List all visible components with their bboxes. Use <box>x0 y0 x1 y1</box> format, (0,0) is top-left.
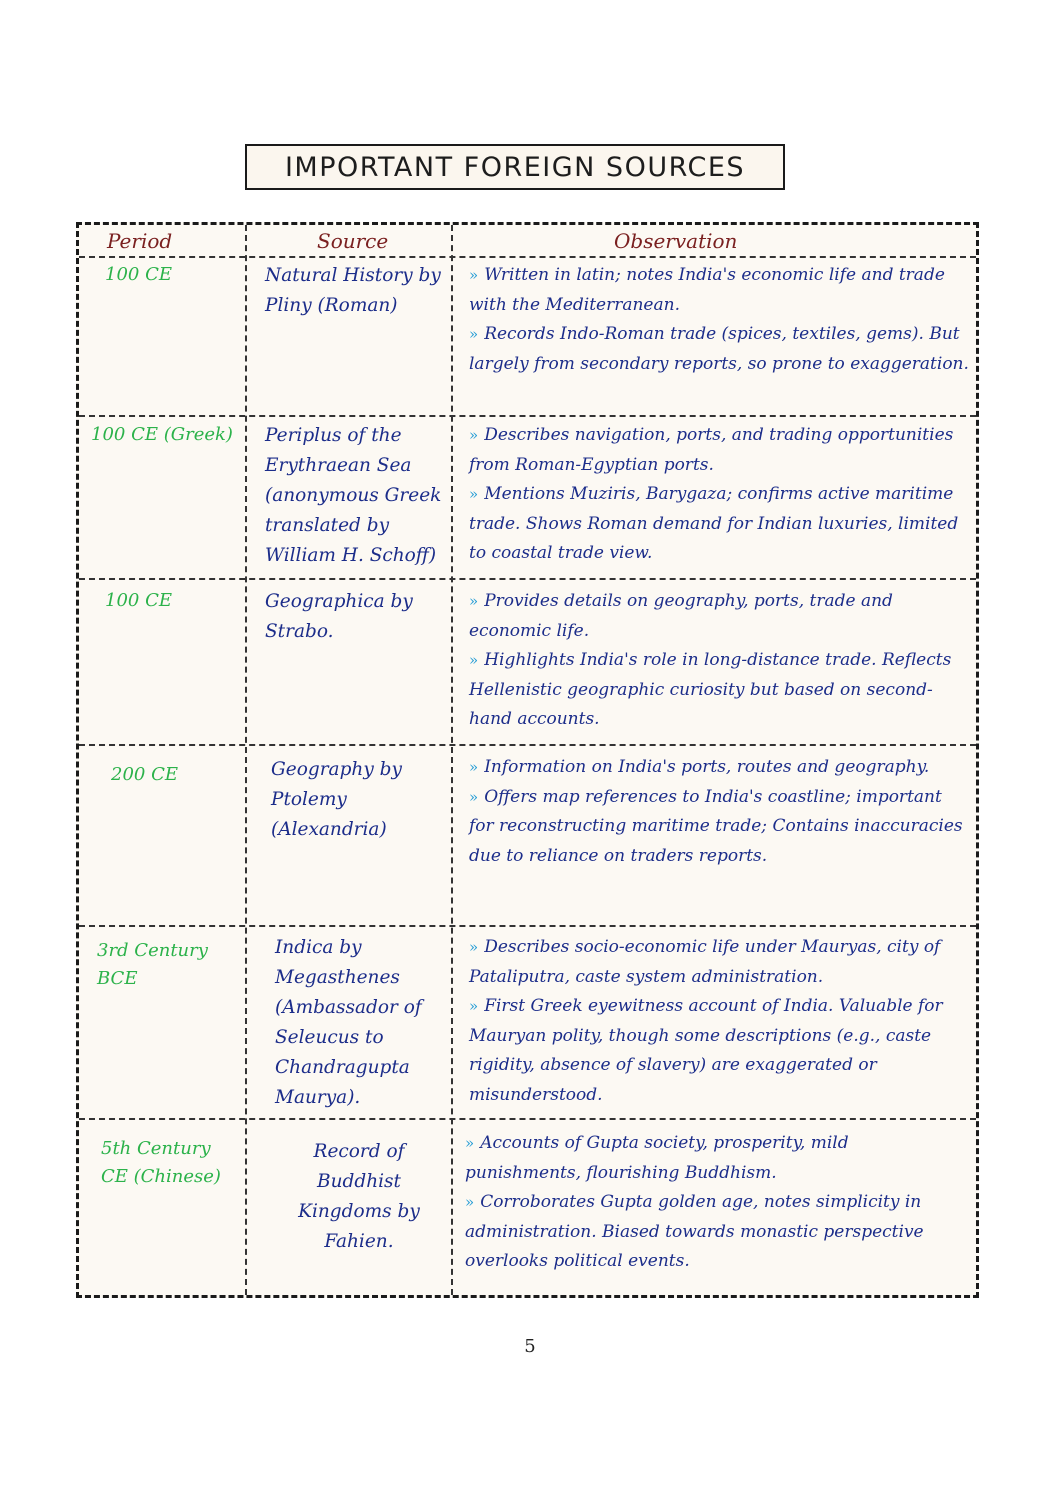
row-1-observation <box>469 261 969 379</box>
page-number: 5 <box>524 1336 536 1357</box>
observation-item: » Describes socio-economic life under Mauryas, city of Pataliputra, caste system administration. <box>469 937 941 987</box>
row-2-observation <box>469 421 969 569</box>
row-6-period: 5th Century CE (Chinese) <box>101 1138 221 1187</box>
row-2-source: Periplus of the Erythraean Sea (anonymous Greek translated by William H. Schoff) <box>265 425 442 566</box>
double-chevron-icon: » <box>469 997 479 1015</box>
double-chevron-icon: » <box>465 1193 475 1211</box>
double-chevron-icon: » <box>469 426 479 444</box>
row-3-period: 100 CE <box>105 590 172 611</box>
row-5-period: 3rd Century BCE <box>97 940 208 989</box>
double-chevron-icon: » <box>469 325 479 343</box>
observation-item: » Provides details on geography, ports, trade and economic life. <box>469 591 893 641</box>
double-chevron-icon: » <box>469 592 479 610</box>
column-divider <box>451 225 453 1295</box>
header-period: Period <box>107 229 173 253</box>
observation-item: » Corroborates Gupta golden age, notes simplicity in administration. Biased towards monastic perspective overlooks political events. <box>465 1192 924 1271</box>
row-divider <box>79 1118 976 1120</box>
observation-item: » Written in latin; notes India's economic life and trade with the Mediterranean. <box>469 265 945 315</box>
row-5-observation <box>469 933 969 1110</box>
row-6-observation <box>465 1129 969 1277</box>
double-chevron-icon: » <box>469 758 479 776</box>
row-4-observation <box>469 753 969 871</box>
observation-item: » Mentions Muziris, Barygaza; confirms active maritime trade. Shows Roman demand for Indian luxuries, limited to coastal trade view. <box>469 484 959 563</box>
row-2-period: 100 CE (Greek) <box>91 424 233 445</box>
row-divider <box>79 256 976 258</box>
double-chevron-icon: » <box>469 485 479 503</box>
row-divider <box>79 744 976 746</box>
column-divider <box>245 225 247 1295</box>
row-1-source: Natural History by Pliny (Roman) <box>265 265 441 316</box>
row-divider <box>79 415 976 417</box>
row-1-period: 100 CE <box>105 264 172 285</box>
observation-item: » Offers map references to India's coastline; important for reconstructing maritime trade; Contains inaccuracies due to reliance on traders reports. <box>469 786 963 866</box>
observation-item: » Describes navigation, ports, and trading opportunities from Roman-Egyptian ports. <box>469 425 954 475</box>
row-5-source: Indica by Megasthenes (Ambassador of Seleucus to Chandragupta Maurya). <box>275 937 422 1108</box>
observation-item: » First Greek eyewitness account of India. Valuable for Mauryan polity, though some descriptions (e.g., caste rigidity, absence of slavery) are exaggerated or misunderstood. <box>469 996 943 1105</box>
row-4-period: 200 CE <box>111 764 178 785</box>
row-6-source: Record of Buddhist Kingdoms by Fahien. <box>298 1141 420 1252</box>
observation-item: » Accounts of Gupta society, prosperity, mild punishments, flourishing Buddhism. <box>465 1133 849 1183</box>
page-title: IMPORTANT FOREIGN SOURCES <box>245 144 785 190</box>
row-divider <box>79 578 976 580</box>
double-chevron-icon: » <box>469 938 479 956</box>
header-source: Source <box>317 229 389 253</box>
row-divider <box>79 925 976 927</box>
header-observation: Observation <box>614 229 738 253</box>
sources-table <box>76 222 979 1298</box>
row-3-observation <box>469 587 969 735</box>
double-chevron-icon: » <box>465 1134 475 1152</box>
observation-item: » Highlights India's role in long-distance trade. Reflects Hellenistic geographic curiosity but based on second-hand accounts. <box>469 650 952 729</box>
double-chevron-icon: » <box>469 651 479 669</box>
observation-item: » Information on India's ports, routes and geography. <box>469 757 930 777</box>
observation-item: » Records Indo-Roman trade (spices, textiles, gems). But largely from secondary reports, so prone to exaggeration. <box>469 324 969 374</box>
row-3-source: Geographica by Strabo. <box>265 591 413 642</box>
double-chevron-icon: » <box>469 266 479 284</box>
row-4-source: Geography by Ptolemy (Alexandria) <box>271 759 402 840</box>
double-chevron-icon: » <box>469 787 479 806</box>
